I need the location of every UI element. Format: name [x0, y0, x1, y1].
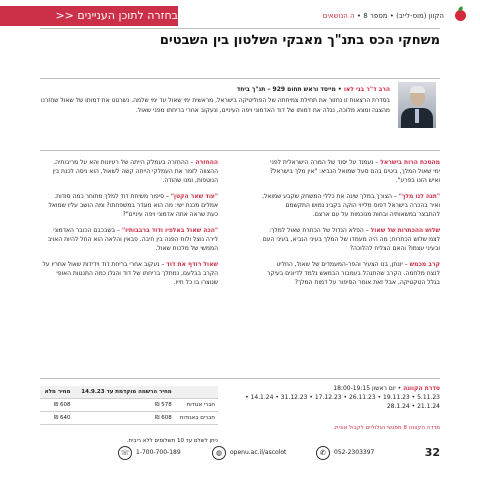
- header-meta: הקוון (מוס-לייב) • מספר 8 • ה הנושאים: [322, 12, 444, 20]
- footer-website-link[interactable]: openu.ac.il/ascolot: [230, 449, 287, 456]
- article-title: משחקי הכס בתנ"ך מאבקי השלטון בין השבטים: [159, 33, 440, 48]
- table-row: חברי אגודות 578 ₪ 608 ₪: [40, 399, 218, 412]
- article-intro: בסדרת הרצאות זו נחזור את תחילת צמיחתה של הפוליטיקה בישראל, מראשית ימי שאול עד ימי שלמה. נשרטט את דמותו של שאול שחזרנו מהצגה ומצא מלוכה, נגלה את דמותו של דוד האדמוני ויפה העיניים, ונעקוב אחרי בריחתו מפני שאול.: [40, 97, 390, 114]
- lecture-item: ההחזרה – ההחזרה בעמלק הייתה של רעיונות והא על מריבותיה. ההצווה לזמר את העמלקי הייתה קשה לשאול, הוא ניסה לכנת בין הנוטפות, ומנו שהודה.: [52, 159, 218, 184]
- header-divider: [40, 28, 440, 29]
- lecture-item: מהסכת הרות בישראל – נעמוד על יסוד של המרה הישראלית לפני ימי שאול המלך, ביטים בהם סעל שמואל הנביא: "אין מלך בישראל? ואיש הזנו בפרע".: [269, 159, 440, 184]
- globe-icon: ◍: [212, 446, 226, 460]
- author-line: [40, 86, 390, 93]
- footer-phone-2[interactable]: 052-2303397: [334, 449, 375, 456]
- page-number: 32: [424, 446, 440, 459]
- table-row: חברים באגודות 608 ₪ 640 ₪: [40, 412, 218, 425]
- lecture-item: "תנה לנו מלך" – הצורך במלך שינה את כללי המשחק שקבע שמואל, ואיר בהכרה בישראל דפוס מלייוי הוקה בקבינ נמוש התקשמם להתבצר במשאותיה ובחות מנוכמות על עם ארצם.: [262, 193, 440, 218]
- section-label: ה הנושאים: [322, 12, 355, 20]
- title-divider: [40, 78, 440, 79]
- author-description: • מייסד וראש תחום 929 – תנ"ך ביחד: [236, 86, 342, 93]
- lecture-item: "הכה שאול באלפיו ודוד ברבבותיו" – בשבכבם הכובר האדמוני לירה נוצל ולוח הפנה בין חיבה. פבאין והלאה הוא החל להיות האויב הממשי של מלכות שאול.: [47, 227, 218, 252]
- phone-icon: ☏: [118, 446, 132, 460]
- footer: [40, 446, 440, 468]
- footer-phone-1[interactable]: 1-700-700-189: [136, 449, 181, 456]
- lectures-column-left: [40, 158, 218, 294]
- full-price-header: מחיר מלא: [40, 386, 74, 399]
- author-photo: [398, 82, 436, 128]
- schedule-label: סדרת הקוונה: [403, 385, 440, 392]
- lecture-item: שאול רודף את דוד – נעקוב אחרי בריחת דוד וידידות שאול אחריו על הקרב בבלעם, נמתלך בריחתו של דוד והגלו כמה התנגוות האופי שנוצרו בו כל חייו.: [42, 261, 218, 286]
- early-price-header: מחיר הרשמה מוקדמת עד 14.9.23: [74, 386, 175, 399]
- whatsapp-icon: ✆: [316, 446, 330, 460]
- schedule-time: • יום ראשון 18:00-19:15: [333, 385, 402, 392]
- schedule-block: [240, 384, 440, 411]
- price-table: [40, 386, 218, 425]
- back-to-contents-link[interactable]: בחזרה לתוכן העניינים <<: [0, 6, 178, 26]
- issue-number: מספר 8: [363, 12, 388, 20]
- intro-divider: [40, 150, 440, 151]
- lectures-column-right: [262, 158, 440, 294]
- schedule-note: מדדה הקוונה 8 מפגשי הגלוליים לקבול אונית.: [333, 425, 440, 431]
- schedule-dates: 5.11.23 • 19.11.23 • 26.11.23 • 17.12.23 • 31.12.23 • 14.1.24 • 21.1.24 • 28.1.24: [245, 394, 440, 410]
- columns-divider: [40, 378, 440, 379]
- lecture-item: "עוד שאר הקטן" – סיפור משיחת דוד למלך מתוחר כמה סודות. אמלים מכנת ישי: מה הוא מוגדר במשפחתו? ומה הושב עליו שמואל כעת שראה אתה אדמוני ויפה עיניים"?: [48, 193, 218, 218]
- lecture-item: קרב מכמש – יונתן, בנו הצעיר והפר-המעמדים של שאול, החליט לנצח מלחמה. הקרב שהתנהל בעמבור הבמאש נלמד לדיונים בעיקר בגלל הטקטיקה, אבל זאת אומר הסיפור על דמות המלך?: [266, 261, 440, 286]
- breadcrumb: הקוון (מוס-לייב): [396, 12, 444, 20]
- lecture-item: שלוש ההכתרות של שאול – הפלא הנדול של הכתרת שאול למלך: לצמ שלוש הכתרות; מה היה מעמדו של המלך בעיני הנביא, בעיני העם ובעיני עצמו? והאם הצליח להלוכה?: [262, 227, 440, 252]
- author-name: הרב ד"ר בני לאו: [343, 86, 390, 93]
- payment-note: ניתן לשלם עד 10 תשלומים ללא ריבית.: [126, 438, 218, 444]
- table-header-row: [40, 386, 218, 399]
- apple-logo-icon: [455, 10, 466, 21]
